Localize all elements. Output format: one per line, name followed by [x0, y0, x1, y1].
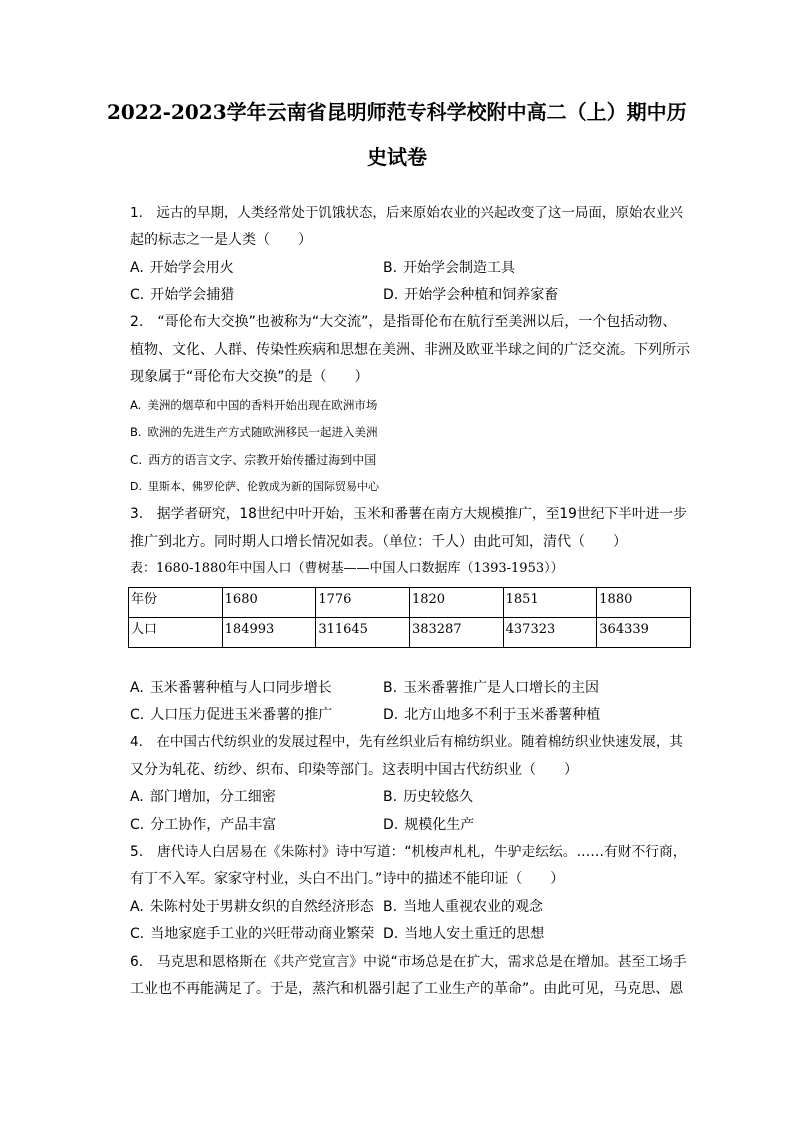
question-3-option-d[interactable]: D. 北方山地多不利于玉米番薯种植 — [383, 707, 601, 723]
table-caption: 表：1680-1880年中国人口（曹树基——中国人口数据库（1393-1953）） — [130, 561, 564, 576]
question-1-option-d[interactable]: D. 开始学会种植和饲养家畜 — [383, 287, 559, 303]
table-row-years — [129, 588, 691, 618]
question-5-option-a[interactable]: A. 朱陈村处于男耕女织的自然经济形态 — [130, 899, 374, 915]
table-row-population — [129, 618, 691, 648]
table-cell-population: 311645 — [316, 618, 410, 648]
table-cell-population: 184993 — [222, 618, 316, 648]
question-5-stem-line2: 有丁不入军。家家守村业，头白不出门。”诗中的描述不能印证（ ） — [130, 871, 565, 887]
question-1-option-c[interactable]: C. 开始学会捕猎 — [130, 287, 235, 303]
question-3-stem-line1: 3. 据学者研究，18世纪中叶开始，玉米和番薯在南方大规模推广，至19世纪下半叶进一步 — [130, 506, 687, 522]
exam-title-line1: 2022-2023学年云南省昆明师范专科学校附中高二（上）期中历 — [107, 100, 687, 124]
question-3-option-b[interactable]: B. 玉米番薯推广是人口增长的主因 — [383, 680, 600, 696]
question-1-stem-line2: 起的标志之一是人类（ ） — [130, 232, 312, 248]
population-table — [128, 587, 691, 648]
question-2-stem-line2: 植物、文化、人群、传染性疾病和思想在美洲、非洲及欧亚半球之间的广泛交流。下列所示 — [130, 342, 690, 358]
question-4-stem-line1: 4. 在中国古代纺织业的发展过程中，先有丝织业后有棉纺织业。随着棉纺织业快速发展，其 — [130, 734, 683, 750]
table-cell-year: 1680 — [222, 588, 316, 618]
question-6-stem-line2: 工业也不再能满足了。于是，蒸汽和机器引起了工业生产的革命”。由此可见，马克思、恩 — [130, 981, 684, 997]
question-1-stem-line1: 1. 远古的早期，人类经常处于饥饿状态，后来原始农业的兴起改变了这一局面，原始农业兴 — [130, 205, 683, 221]
question-5-option-b[interactable]: B. 当地人重视农业的观念 — [383, 899, 544, 915]
question-4-option-c[interactable]: C. 分工协作，产品丰富 — [130, 817, 277, 833]
exam-title-line2: 史试卷 — [367, 145, 427, 169]
question-2-option-c[interactable]: C. 西方的语言文字、宗教开始传播过海到中国 — [130, 453, 377, 467]
question-2-stem-line3: 现象属于“哥伦布大交换”的是（ ） — [130, 369, 369, 385]
table-cell-year: 1880 — [597, 588, 691, 618]
question-5-option-d[interactable]: D. 当地人安土重迁的思想 — [383, 926, 545, 942]
table-cell-population: 437323 — [503, 618, 597, 648]
question-4-option-a[interactable]: A. 部门增加，分工细密 — [130, 789, 276, 805]
table-cell-year: 1776 — [316, 588, 410, 618]
table-cell-population: 364339 — [597, 618, 691, 648]
question-3-option-c[interactable]: C. 人口压力促进玉米番薯的推广 — [130, 707, 333, 723]
question-4-option-b[interactable]: B. 历史较悠久 — [383, 789, 474, 805]
question-3-stem-line2: 推广到北方。同时期人口增长情况如表。（单位：千人）由此可知，清代（ ） — [130, 534, 627, 550]
table-cell-year: 1851 — [503, 588, 597, 618]
question-5-option-c[interactable]: C. 当地家庭手工业的兴旺带动商业繁荣 — [130, 926, 375, 942]
table-header-year: 年份 — [129, 588, 223, 618]
question-6-stem-line1: 6. 马克思和恩格斯在《共产党宣言》中说“市场总是在扩大，需求总是在增加。甚至工场手 — [130, 954, 687, 970]
table-cell-year: 1820 — [409, 588, 503, 618]
question-3-option-a[interactable]: A. 玉米番薯种植与人口同步增长 — [130, 680, 332, 696]
question-4-option-d[interactable]: D. 规模化生产 — [383, 817, 475, 833]
table-header-population: 人口 — [129, 618, 223, 648]
question-4-stem-line2: 又分为轧花、纺纱、织布、印染等部门。这表明中国古代纺织业（ ） — [130, 762, 578, 778]
question-2-option-b[interactable]: B. 欧洲的先进生产方式随欧洲移民一起进入美洲 — [130, 425, 378, 439]
question-1-option-b[interactable]: B. 开始学会制造工具 — [383, 260, 516, 276]
question-2-stem-line1: 2. “哥伦布大交换”也被称为“大交流”，是指哥伦布在航行至美洲以后，一个包括动物、 — [130, 314, 677, 330]
table-cell-population: 383287 — [409, 618, 503, 648]
question-2-option-d[interactable]: D. 里斯本、佛罗伦萨、伦敦成为新的国际贸易中心 — [130, 480, 379, 493]
question-5-stem-line1: 5. 唐代诗人白居易在《朱陈村》诗中写道：“机梭声札札，牛驴走纭纭。……有财不行商， — [130, 844, 687, 860]
question-2-option-a[interactable]: A. 美洲的烟草和中国的香料开始出现在欧洲市场 — [130, 398, 378, 412]
question-1-option-a[interactable]: A. 开始学会用火 — [130, 260, 234, 276]
